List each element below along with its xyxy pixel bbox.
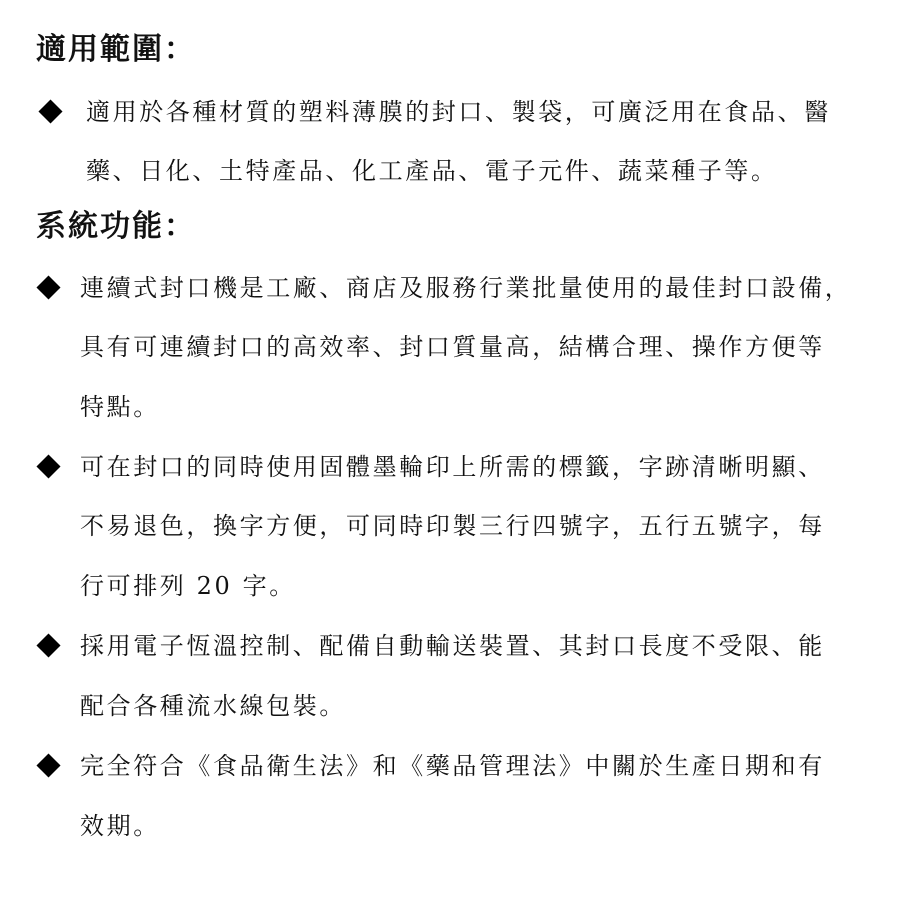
function-item-4-line-2: 效期。 (80, 812, 160, 840)
diamond-bullet-icon (36, 275, 62, 301)
function-item-2-line-2: 不易退色，換字方便，可同時印製三行四號字，五行五號字，每 (80, 512, 825, 540)
diamond-bullet-icon (36, 454, 62, 480)
diamond-bullet-icon (36, 753, 62, 779)
function-item-1-line-1: 連續式封口機是工廠、商店及服務行業批量使用的最佳封口設備， (80, 274, 852, 302)
function-item-1-line-2: 具有可連續封口的高效率、封口質量高，結構合理、操作方便等 (80, 333, 825, 361)
function-item-3-line-2: 配合各種流水線包裝。 (80, 692, 346, 720)
function-item-2-line-1: 可在封口的同時使用固體墨輪印上所需的標籤，字跡清晰明顯、 (80, 453, 825, 481)
scope-item-line-2: 藥、日化、土特產品、化工產品、電子元件、蔬菜種子等。 (86, 157, 778, 185)
section-heading-scope: 適用範圍： (36, 32, 196, 67)
function-item-4-line-1: 完全符合《食品衛生法》和《藥品管理法》中關於生產日期和有 (80, 752, 825, 780)
function-item-3-line-1: 採用電子恆溫控制、配備自動輸送裝置、其封口長度不受限、能 (80, 632, 825, 660)
function-item-2-line-3: 行可排列 20 字。 (80, 572, 296, 600)
scope-item-line-1: 適用於各種材質的塑料薄膜的封口、製袋，可廣泛用在食品、醫 (86, 98, 831, 126)
diamond-bullet-icon (38, 99, 64, 125)
function-item-1-line-3: 特點。 (80, 393, 160, 421)
diamond-bullet-icon (36, 633, 62, 659)
section-heading-functions: 系統功能： (36, 209, 196, 244)
